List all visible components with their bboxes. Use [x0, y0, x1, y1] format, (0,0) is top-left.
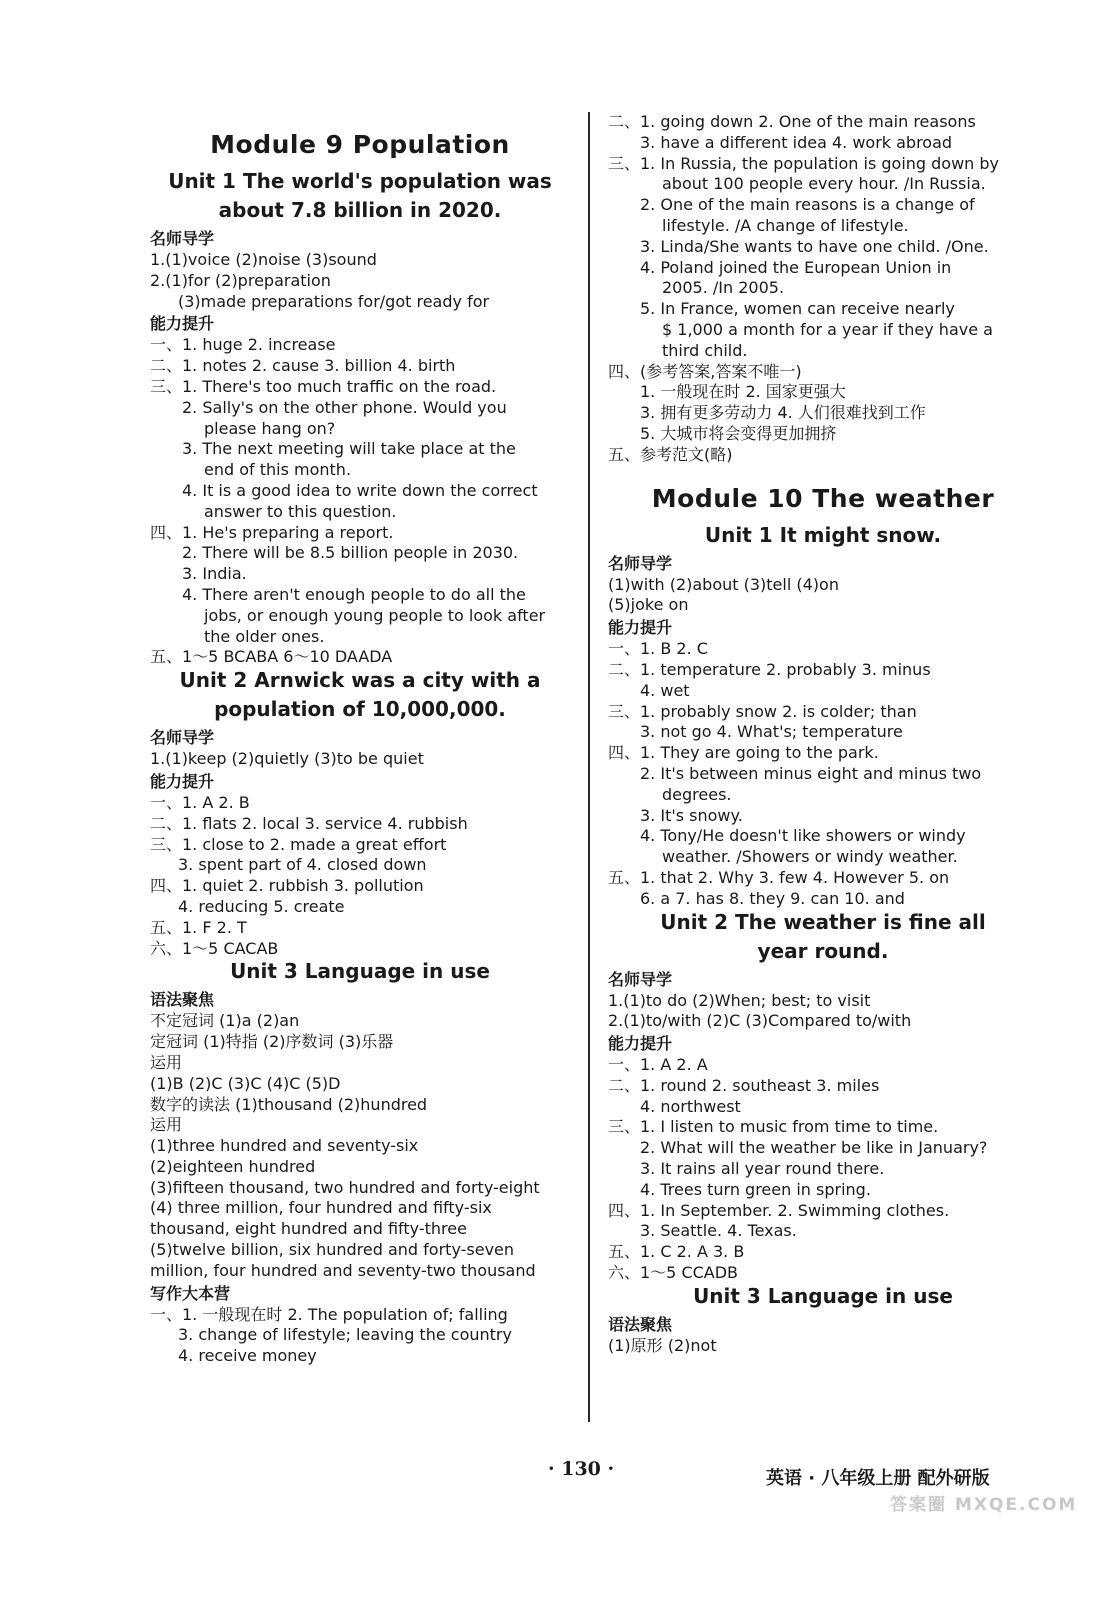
m10-u1-ability-heading: 能力提升 — [608, 618, 673, 638]
answer-line: 三、1. There's too much traffic on the road. — [150, 376, 497, 396]
answer-line: (1)with (2)about (3)tell (4)on — [608, 574, 839, 594]
answer-line: 一、1. B 2. C — [608, 639, 708, 659]
answer-line: 二、1. temperature 2. probably 3. minus — [608, 659, 931, 679]
answer-line: 不定冠词 (1)a (2)an — [150, 1011, 300, 1031]
m9-unit2-title-line2: population of 10,000,000. — [214, 697, 506, 722]
answer-line: million, four hundred and seventy-two thousand — [150, 1260, 536, 1280]
answer-line: 2. Sally's on the other phone. Would you — [182, 397, 507, 417]
m10-u3-grammar-heading: 语法聚焦 — [608, 1314, 673, 1334]
answer-line: 4. Trees turn green in spring. — [640, 1179, 871, 1199]
answer-line: 五、1. that 2. Why 3. few 4. However 5. on — [608, 867, 950, 887]
answer-line: (1)three hundred and seventy-six — [150, 1136, 419, 1156]
m10-u3-grammar-list — [608, 1336, 1038, 1357]
m9-unit3-title: Unit 3 Language in use — [230, 959, 490, 984]
answer-line: 数字的读法 (1)thousand (2)hundred — [150, 1094, 428, 1114]
answer-line: 4. northwest — [640, 1096, 741, 1116]
answer-line: $ 1,000 a month for a year if they have a — [662, 319, 993, 339]
answer-line: (5)joke on — [608, 595, 689, 615]
left-column — [150, 112, 570, 1367]
answer-line: 1.(1)keep (2)quietly (3)to be quiet — [150, 749, 424, 769]
answer-line: 一、1. 一般现在时 2. The population of; falling — [150, 1304, 508, 1324]
answer-line: 4. Tony/He doesn't like showers or windy — [640, 826, 966, 846]
answer-line: 1. 一般现在时 2. 国家更强大 — [640, 382, 846, 402]
m9-continued-answers — [608, 112, 1038, 466]
m9-u3-writing-heading: 写作大本营 — [150, 1283, 231, 1303]
answer-line: (3)made preparations for/got ready for — [178, 291, 490, 311]
answer-line: 四、1. They are going to the park. — [608, 743, 879, 763]
m9-u2-guide-heading: 名师导学 — [150, 728, 215, 748]
answer-line: 3. 拥有更多劳动力 4. 人们很难找到工作 — [640, 403, 926, 423]
answer-line: 3. Seattle. 4. Texas. — [640, 1221, 797, 1241]
answer-line: jobs, or enough young people to look after — [204, 605, 546, 625]
answer-line: 5. 大城市将会变得更加拥挤 — [640, 423, 837, 443]
answer-line: 3. change of lifestyle; leaving the country — [178, 1325, 512, 1345]
answer-line: 四、1. He's preparing a report. — [150, 522, 394, 542]
answer-line: 2. It's between minus eight and minus two — [640, 763, 982, 783]
answer-line: 3. spent part of 4. closed down — [178, 855, 427, 875]
answer-line: 一、1. A 2. B — [150, 792, 250, 812]
answer-line: 六、1～5 CCADB — [608, 1263, 739, 1283]
answer-line: 三、1. probably snow 2. is colder; than — [608, 701, 917, 721]
answer-line: thousand, eight hundred and fifty-three — [150, 1219, 467, 1239]
module-9-title: Module 9 Population — [210, 130, 510, 159]
answer-line: 2.(1)to/with (2)C (3)Compared to/with — [608, 1011, 912, 1031]
answer-line: 四、(参考答案,答案不唯一) — [608, 361, 802, 381]
answer-line: (5)twelve billion, six hundred and forty-seven — [150, 1240, 515, 1260]
answer-line: 3. not go 4. What's; temperature — [640, 722, 903, 742]
m9-u1-guide-heading: 名师导学 — [150, 229, 215, 248]
answer-line: 三、1. In Russia, the population is going down by — [608, 153, 1000, 173]
answer-line: answer to this question. — [204, 501, 397, 521]
book-subtitle: 英语 · 八年级上册 配外研版 — [766, 1468, 990, 1489]
m9-u2-ability-heading: 能力提升 — [150, 771, 215, 791]
answer-line: 4. Poland joined the European Union in — [640, 257, 952, 277]
m10-unit1-title: Unit 1 It might snow. — [704, 522, 942, 547]
m10-unit3 — [608, 1284, 1038, 1357]
m9-u3-writing-list — [150, 1305, 570, 1367]
answer-line: 6. a 7. has 8. they 9. can 10. and — [640, 888, 905, 908]
module-10-title: Module 10 The weather — [651, 483, 995, 513]
m9-unit2-title-line1: Unit 2 Arnwick was a city with a — [179, 668, 541, 693]
answer-line: 四、1. quiet 2. rubbish 3. pollution — [150, 876, 424, 896]
answer-line: 定冠词 (1)特指 (2)序数词 (3)乐器 — [150, 1032, 394, 1052]
answer-line: degrees. — [662, 784, 732, 804]
answer-line: 4. It is a good idea to write down the correct — [182, 480, 538, 500]
answer-line: 2. What will the weather be like in January? — [640, 1138, 988, 1158]
answer-line: 3. The next meeting will take place at the — [182, 439, 516, 459]
answer-line: (1)原形 (2)not — [608, 1335, 717, 1355]
m10-u1-guide-heading: 名师导学 — [608, 553, 673, 573]
answer-line: 4. receive money — [178, 1346, 317, 1366]
column-divider — [588, 112, 590, 1422]
m10-u2-answer-list — [608, 1055, 1038, 1284]
answer-line: 六、1～5 CACAB — [150, 938, 279, 958]
answer-line: 四、1. In September. 2. Swimming clothes. — [608, 1200, 950, 1220]
m10-unit3-title: Unit 3 Language in use — [693, 1283, 953, 1308]
answer-line: end of this month. — [204, 460, 352, 480]
answer-line: 2. One of the main reasons is a change of — [640, 195, 975, 215]
answer-line: 运用 — [150, 1115, 183, 1135]
right-column — [608, 112, 1038, 1357]
answer-line: 1.(1)voice (2)noise (3)sound — [150, 250, 377, 269]
answer-line: (3)fifteen thousand, two hundred and forty-eight — [150, 1177, 540, 1197]
m9-u2-answer-list — [150, 793, 570, 959]
page-number: · 130 · — [548, 1458, 615, 1480]
m9-u1-answer-list — [150, 335, 570, 668]
answer-line: 2.(1)for (2)preparation — [150, 270, 331, 290]
answer-line: 3. It rains all year round there. — [640, 1159, 885, 1179]
m9-unit3 — [150, 959, 570, 1367]
m10-unit1 — [608, 523, 1038, 910]
answer-line: 二、1. going down 2. One of the main reasons — [608, 112, 976, 131]
m10-u2-guide-heading: 名师导学 — [608, 969, 673, 989]
answer-line: 三、1. close to 2. made a great effort — [150, 834, 447, 854]
m10-u2-ability-heading: 能力提升 — [608, 1034, 673, 1054]
m9-unit1-title-line2: about 7.8 billion in 2020. — [218, 198, 502, 222]
answer-line: weather. /Showers or windy weather. — [662, 847, 958, 867]
m9-unit2 — [150, 668, 570, 959]
answer-line: 4. reducing 5. create — [178, 896, 345, 916]
answer-line: 3. India. — [182, 564, 247, 584]
answer-line: 五、1. C 2. A 3. B — [608, 1242, 745, 1262]
answer-line: 二、1. notes 2. cause 3. billion 4. birth — [150, 356, 456, 376]
m9-u3-grammar-list — [150, 1011, 570, 1281]
answer-line: third child. — [662, 340, 748, 360]
answer-line: the older ones. — [204, 626, 325, 646]
answer-line: 二、1. flats 2. local 3. service 4. rubbish — [150, 813, 468, 833]
answer-line: 3. have a different idea 4. work abroad — [640, 132, 953, 152]
m10-unit2-title-line1: Unit 2 The weather is fine all — [660, 909, 986, 934]
answer-line: 3. Linda/She wants to have one child. /One. — [640, 236, 989, 256]
answer-line: 1.(1)to do (2)When; best; to visit — [608, 990, 871, 1010]
answer-line: (2)eighteen hundred — [150, 1156, 316, 1176]
m9-unit1 — [150, 169, 570, 668]
m10-u1-answer-list — [608, 639, 1038, 909]
answer-line: 4. There aren't enough people to do all the — [182, 584, 526, 604]
answer-line: 三、1. I listen to music from time to time. — [608, 1117, 939, 1137]
answer-line: lifestyle. /A change of lifestyle. — [662, 215, 909, 235]
m10-unit2-title-line2: year round. — [757, 938, 889, 963]
answer-line: 二、1. round 2. southeast 3. miles — [608, 1075, 880, 1095]
answer-line: (4) three million, four hundred and fifty-six — [150, 1198, 492, 1218]
m9-unit1-title-line1: Unit 1 The world's population was — [168, 169, 552, 193]
watermark: 答案圈 MXQE.COM — [890, 1495, 1078, 1515]
answer-line: (1)B (2)C (3)C (4)C (5)D — [150, 1073, 341, 1093]
answer-line: 5. In France, women can receive nearly — [640, 299, 955, 319]
answer-line: 3. It's snowy. — [640, 805, 743, 825]
answer-line: 4. wet — [640, 680, 690, 700]
answer-line: 五、1～5 BCABA 6～10 DAADA — [150, 647, 393, 667]
answer-line: please hang on? — [204, 418, 336, 438]
answer-line: 五、参考范文(略) — [608, 444, 733, 464]
m10-unit2 — [608, 910, 1038, 1284]
answer-line: 五、1. F 2. T — [150, 917, 247, 937]
answer-line: 2. There will be 8.5 billion people in 2030. — [182, 543, 519, 563]
answer-line: about 100 people every hour. /In Russia. — [662, 174, 986, 194]
m9-u1-ability-heading: 能力提升 — [150, 314, 215, 334]
m9-u3-grammar-heading: 语法聚焦 — [150, 990, 215, 1010]
answer-line: 一、1. huge 2. increase — [150, 335, 336, 355]
answer-line: 一、1. A 2. A — [608, 1055, 708, 1075]
answer-line: 2005. /In 2005. — [662, 278, 785, 298]
answer-line: 运用 — [150, 1052, 183, 1072]
